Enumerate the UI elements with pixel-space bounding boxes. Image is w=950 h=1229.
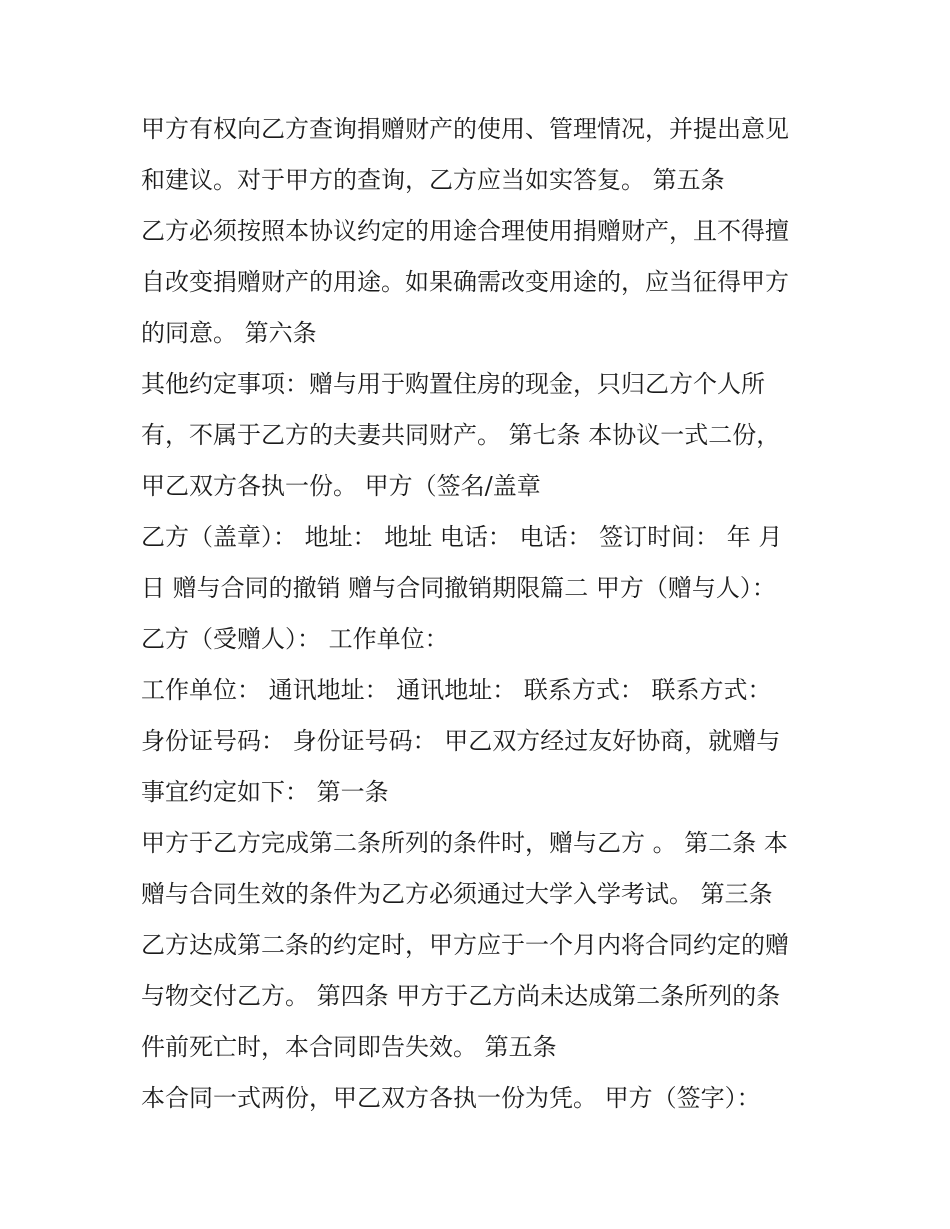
text-line: 有，不属于乙方的夫妻共同财产。 第七条 本协议一式二份，	[141, 421, 781, 449]
text-line: 赠与合同生效的条件为乙方必须通过大学入学考试。 第三条	[141, 880, 773, 908]
text-line: 件前死亡时，本合同即告失效。 第五条	[141, 1033, 557, 1061]
text-line: 和建议。对于甲方的查询，乙方应当如实答复。 第五条	[141, 166, 725, 194]
text-line: 日 赠与合同的撤销 赠与合同撤销期限篇二 甲方（赠与人）：	[141, 574, 776, 602]
text-line: 工作单位： 通讯地址： 通讯地址： 联系方式： 联系方式：	[141, 676, 772, 704]
text-line: 甲乙双方各执一份。 甲方（签名/盖章	[141, 472, 541, 500]
text-line: 身份证号码： 身份证号码： 甲乙双方经过友好协商，就赠与	[141, 727, 781, 755]
text-line: 甲方有权向乙方查询捐赠财产的使用、管理情况，并提出意见	[141, 115, 789, 143]
text-line: 事宜约定如下： 第一条	[141, 778, 389, 806]
text-line: 的同意。 第六条	[141, 319, 317, 347]
text-line: 其他约定事项：赠与用于购置住房的现金，只归乙方个人所	[141, 370, 765, 398]
document-body	[141, 104, 841, 1124]
text-line: 与物交付乙方。 第四条 甲方于乙方尚未达成第二条所列的条	[141, 982, 781, 1010]
text-line: 自改变捐赠财产的用途。如果确需改变用途的，应当征得甲方	[141, 268, 789, 296]
text-line: 乙方（盖章）： 地址： 地址 电话： 电话： 签订时间： 年 月	[141, 523, 783, 551]
text-line: 乙方必须按照本协议约定的用途合理使用捐赠财产，且不得擅	[141, 217, 789, 245]
text-line: 本合同一式两份，甲乙双方各执一份为凭。 甲方（签字）：	[141, 1084, 761, 1112]
text-line: 甲方于乙方完成第二条所列的条件时，赠与乙方 。 第二条 本	[141, 829, 788, 857]
text-line: 乙方（受赠人）： 工作单位：	[141, 625, 449, 653]
text-line: 乙方达成第二条的约定时，甲方应于一个月内将合同约定的赠	[141, 931, 789, 959]
